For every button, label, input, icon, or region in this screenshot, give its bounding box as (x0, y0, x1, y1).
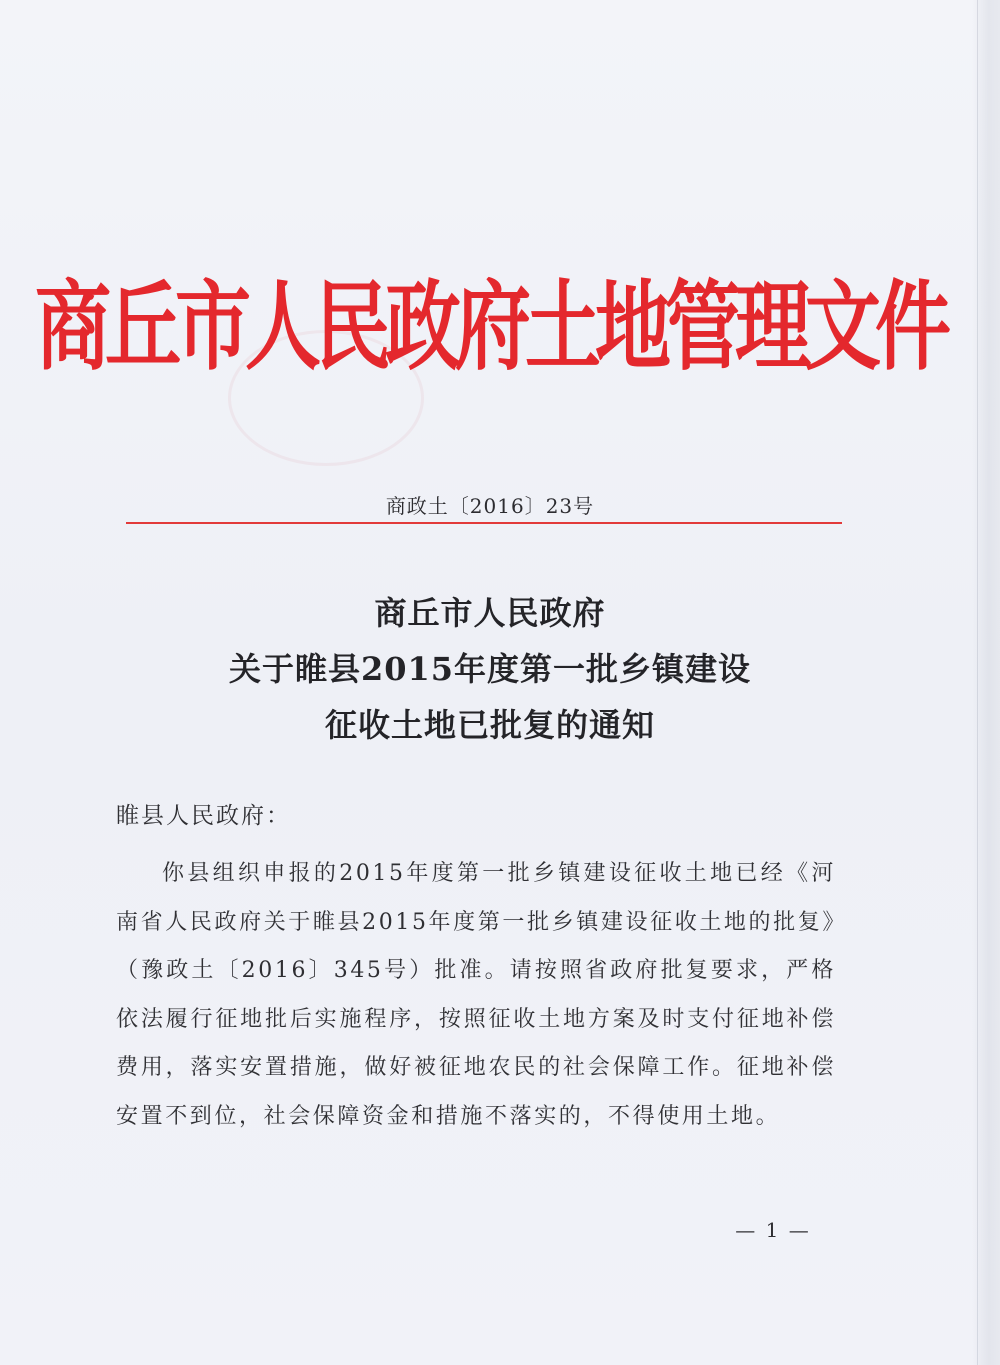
issuer-header-title: 商丘市人民政府土地管理文件 (35, 269, 945, 384)
red-divider-rule (126, 522, 842, 524)
addressee: 睢县人民政府： (116, 803, 291, 829)
body-paragraph: 你县组织申报的2015年度第一批乡镇建设征收土地已经《河南省人民政府关于睢县2015年度第一批乡镇建设征收土地的批复》（豫政土〔2016〕345号）批准。请按照省政府批复要求，严格依法履行征地批后实施程序，按照征收土地方案及时支付征地补偿费用，落实安置措施，做好被征地农民的社会保障工作。征地补偿安置不到位，社会保障资金和措施不落实的，不得使用土地。 (116, 861, 836, 1129)
page-number: — 1 — (735, 1218, 811, 1242)
title-line-1: 商丘市人民政府 (374, 594, 606, 632)
document-title (0, 585, 980, 753)
document-number: 商政土〔2016〕23号 (385, 494, 595, 518)
title-line-2: 关于睢县2015年度第一批乡镇建设 (228, 650, 752, 688)
title-line-3: 征收土地已批复的通知 (324, 706, 655, 744)
